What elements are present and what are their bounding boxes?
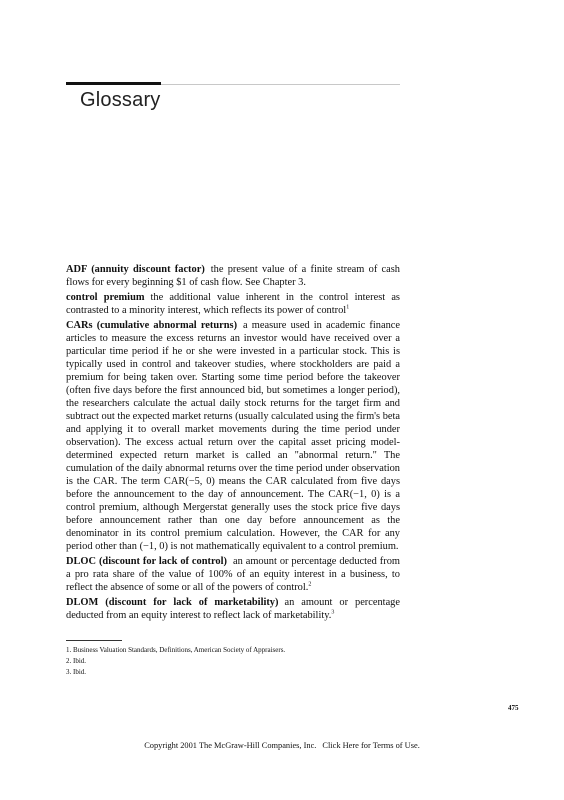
- glossary-term: CARs (cumulative abnormal returns): [66, 320, 238, 331]
- glossary-term: control premium: [66, 292, 145, 303]
- glossary-definition: a measure used in academic finance articles to measure the excess returns an investor would have received over a particular time period if he or she were invested in a particular stock. This is typically used in control and takeover studies, where stockholders are paid a premium for being taken over. Starting some time period before the takeover (often five days before the first announced bid, but sometimes a longer period), the researchers calculate the actual daily stock returns for the target firm and subtract out the expected market returns (usually calculated using the firm's beta and applying it to overall market movements during the time period under observation). The excess actual return over the capital asset pricing model-determined expected return market is called an "abnormal return." The cumulation of the daily abnormal returns over the time period under observation is the CAR. The term CAR(−5, 0) means the CAR calculated from five days before the announcement to the day of announcement. The CAR(−1, 0) is a control premium, although Mergerstat generally uses the stock price five days before announcement rather than one day before announcement as the denominator in its control premium calculation. However, the CAR for any period other than (−1, 0) is not mathematically equivalent to a control premium.: [66, 320, 400, 552]
- copyright-bar: [0, 741, 564, 750]
- footnote-reference: 2: [308, 581, 312, 588]
- glossary-entry-adf: [66, 263, 400, 289]
- glossary-entry-control-premium: [66, 291, 400, 317]
- footnote-2: 2. Ibid.: [66, 657, 87, 665]
- glossary-definition: the additional value inherent in the control interest as contrasted to a minority interest, which reflects its power of control: [66, 292, 400, 316]
- glossary-definition: an amount or percentage deducted from an equity interest to reflect lack of marketability.: [66, 597, 400, 621]
- footnote-reference: 3: [331, 609, 335, 616]
- glossary-entry-dloc: [66, 555, 400, 594]
- glossary-definition: the present value of a finite stream of cash flows for every beginning $1 of cash flow. See Chapter 3.: [66, 264, 400, 288]
- chapter-rule-thick: [66, 82, 161, 85]
- footnotes: [66, 645, 400, 678]
- glossary-definition: an amount or percentage deducted from a pro rata share of the value of 100% of an equity interest in a business, to reflect the absence of some or all of the powers of control.: [66, 556, 400, 593]
- glossary-list: [66, 263, 400, 624]
- footnote-divider: [66, 640, 122, 641]
- glossary-term: DLOC (discount for lack of control): [66, 556, 227, 567]
- footnote-1: 1. Business Valuation Standards, Definitions, American Society of Appraisers.: [66, 646, 286, 654]
- terms-of-use-link[interactable]: Click Here for Terms of Use.: [322, 741, 420, 750]
- glossary-entry-dlom: [66, 596, 400, 622]
- chapter-title: Glossary: [80, 89, 161, 111]
- glossary-entry-cars: [66, 319, 400, 553]
- footnote-3: 3. Ibid.: [66, 668, 87, 676]
- chapter-rule-thin: [161, 84, 400, 85]
- glossary-term: ADF (annuity discount factor): [66, 264, 205, 275]
- copyright-text: Copyright 2001 The McGraw-Hill Companies, Inc.: [144, 741, 317, 750]
- glossary-term: DLOM (discount for lack of marketability): [66, 597, 279, 608]
- footnote-reference: 1: [346, 304, 350, 311]
- page-number: 475: [508, 704, 519, 712]
